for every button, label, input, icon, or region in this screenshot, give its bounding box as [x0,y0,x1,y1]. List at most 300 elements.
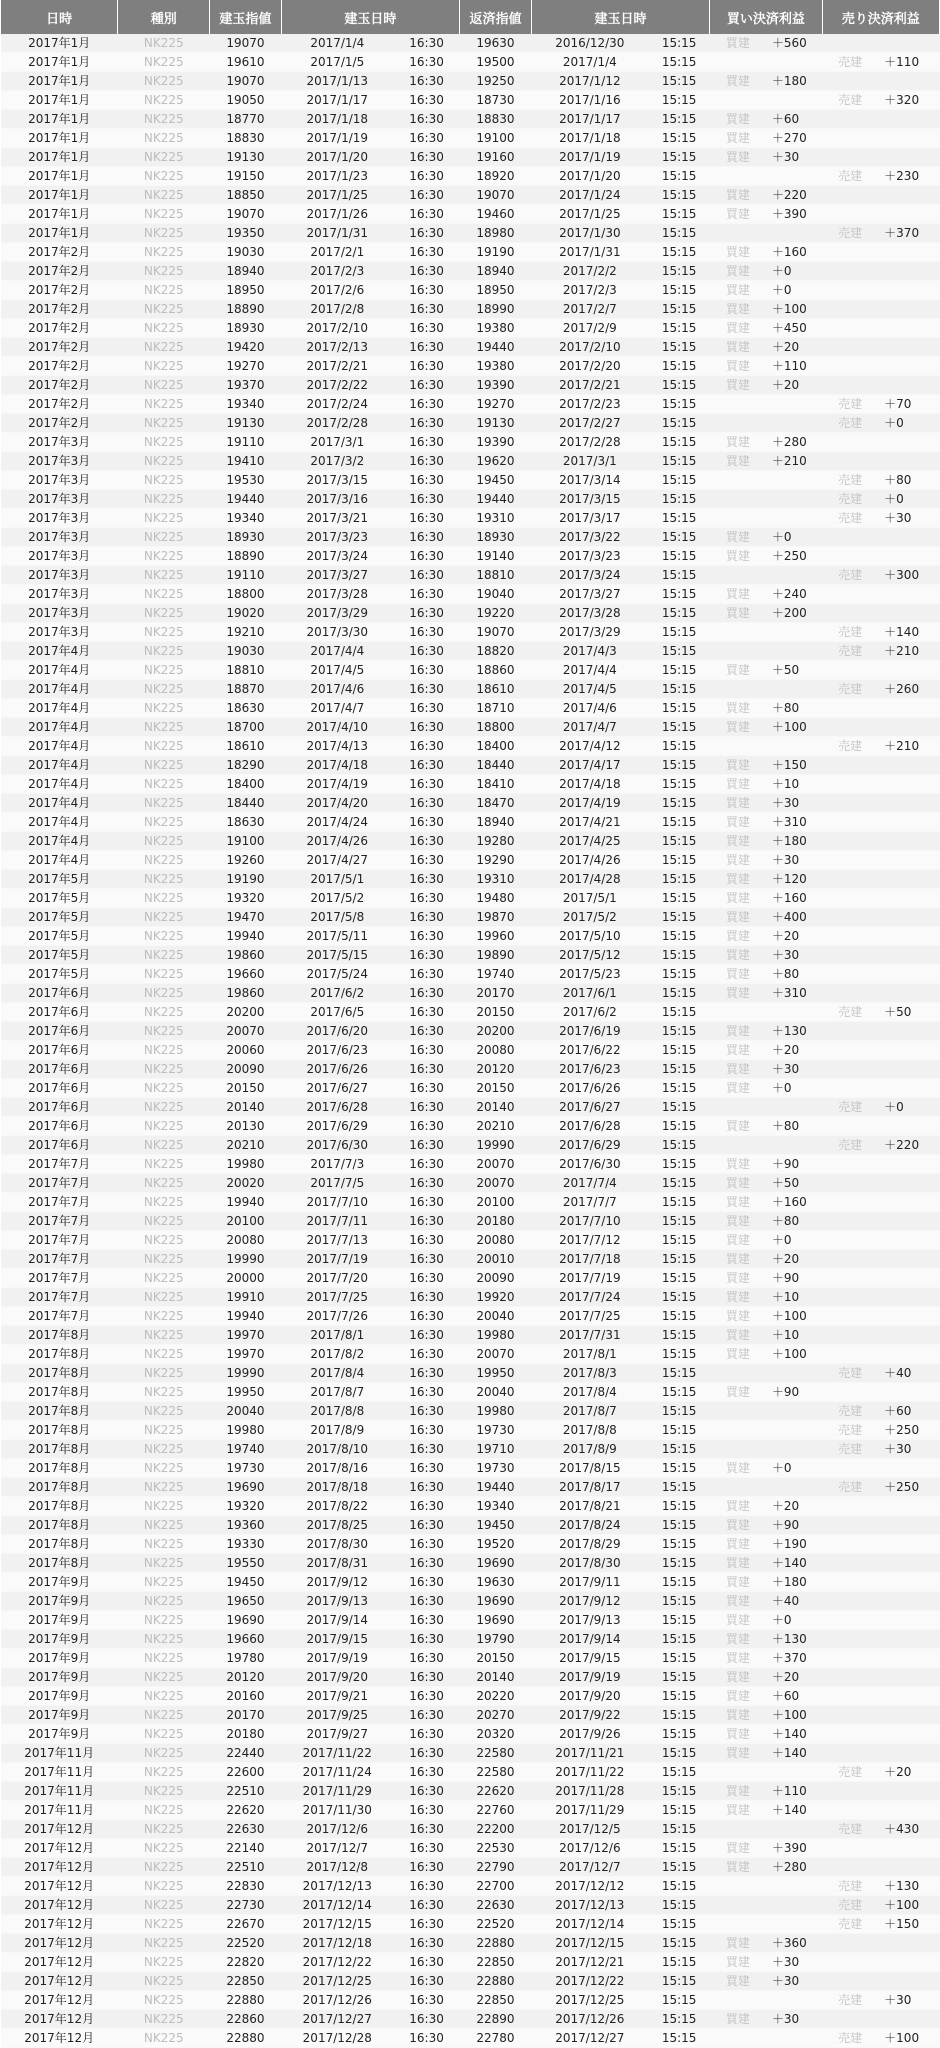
row-kind: NK225 [118,1003,210,1022]
row-entry-date: 2017/4/19 [281,775,393,794]
row-sell-label [822,756,878,775]
row-exit-price: 20320 [460,1725,531,1744]
row-entry-price: 19210 [210,623,281,642]
row-sell-label: 売建 [822,91,878,110]
row-buy-profit [766,1098,822,1117]
row-entry-time: 16:30 [393,1060,459,1079]
row-buy-profit: ＋220 [766,186,822,205]
row-exit-price: 20180 [460,1212,531,1231]
row-sell-label [822,1972,878,1991]
table-row [1,414,940,433]
row-exit-price: 19130 [460,414,531,433]
row-exit-price: 20150 [460,1649,531,1668]
row-exit-date: 2017/8/3 [531,1364,648,1383]
row-entry-date: 2017/4/20 [281,794,393,813]
row-buy-label [710,737,766,756]
row-exit-date: 2017/11/28 [531,1782,648,1801]
row-buy-label: 買建 [710,1022,766,1041]
table-row [1,91,940,110]
row-buy-label [710,490,766,509]
row-entry-time: 16:30 [393,1079,459,1098]
row-kind: NK225 [118,813,210,832]
row-kind: NK225 [118,2029,210,2048]
row-entry-date: 2017/6/2 [281,984,393,1003]
table-row [1,851,940,870]
row-sell-label: 売建 [822,1136,878,1155]
row-sell-profit: ＋220 [878,1136,939,1155]
row-date: 2017年12月 [1,1839,118,1858]
row-exit-price: 22880 [460,1972,531,1991]
row-exit-time: 15:15 [649,1307,710,1326]
row-buy-profit: ＋130 [766,1022,822,1041]
row-exit-date: 2017/2/28 [531,433,648,452]
row-entry-date: 2017/3/23 [281,528,393,547]
row-entry-price: 19070 [210,34,281,53]
row-kind: NK225 [118,1060,210,1079]
row-exit-time: 15:15 [649,1744,710,1763]
row-sell-profit [878,1934,939,1953]
row-exit-time: 15:15 [649,984,710,1003]
row-entry-time: 16:30 [393,851,459,870]
row-exit-time: 15:15 [649,1440,710,1459]
header-date: 日時 [1,0,118,34]
row-sell-label [822,1554,878,1573]
row-buy-label: 買建 [710,1782,766,1801]
row-sell-profit [878,1858,939,1877]
row-buy-profit [766,1136,822,1155]
row-buy-label: 買建 [710,1269,766,1288]
row-entry-price: 18400 [210,775,281,794]
row-kind: NK225 [118,34,210,53]
row-date: 2017年7月 [1,1307,118,1326]
row-exit-time: 15:15 [649,53,710,72]
row-sell-profit [878,851,939,870]
row-exit-price: 19630 [460,1573,531,1592]
row-date: 2017年7月 [1,1250,118,1269]
row-sell-profit [878,34,939,53]
table-row [1,1592,940,1611]
row-sell-label [822,1668,878,1687]
row-exit-date: 2017/8/15 [531,1459,648,1478]
table-row [1,984,940,1003]
row-buy-profit: ＋60 [766,110,822,129]
row-date: 2017年3月 [1,623,118,642]
row-kind: NK225 [118,1022,210,1041]
row-exit-date: 2017/7/31 [531,1326,648,1345]
row-sell-label [822,699,878,718]
row-sell-profit [878,452,939,471]
row-entry-date: 2017/12/15 [281,1915,393,1934]
row-buy-profit: ＋180 [766,832,822,851]
row-exit-price: 20040 [460,1307,531,1326]
row-buy-label: 買建 [710,1155,766,1174]
row-exit-date: 2017/2/2 [531,262,648,281]
table-row [1,699,940,718]
row-buy-label: 買建 [710,1174,766,1193]
row-sell-label [822,775,878,794]
row-exit-time: 15:15 [649,2010,710,2029]
row-exit-date: 2017/8/24 [531,1516,648,1535]
row-entry-date: 2017/3/24 [281,547,393,566]
row-kind: NK225 [118,965,210,984]
table-row [1,395,940,414]
row-entry-time: 16:30 [393,433,459,452]
row-exit-time: 15:15 [649,490,710,509]
row-exit-price: 18940 [460,813,531,832]
row-entry-price: 22510 [210,1782,281,1801]
row-kind: NK225 [118,1326,210,1345]
row-sell-label [822,794,878,813]
row-buy-label: 買建 [710,110,766,129]
row-kind: NK225 [118,1516,210,1535]
row-kind: NK225 [118,547,210,566]
row-kind: NK225 [118,832,210,851]
table-row [1,889,940,908]
row-exit-time: 15:15 [649,661,710,680]
table-row [1,338,940,357]
row-entry-time: 16:30 [393,1953,459,1972]
row-entry-time: 16:30 [393,832,459,851]
row-buy-label [710,224,766,243]
row-sell-label: 売建 [822,1820,878,1839]
row-sell-profit [878,661,939,680]
row-exit-time: 15:15 [649,1459,710,1478]
row-exit-date: 2016/12/30 [531,34,648,53]
row-date: 2017年1月 [1,72,118,91]
row-exit-date: 2017/11/22 [531,1763,648,1782]
row-buy-label: 買建 [710,1345,766,1364]
row-entry-time: 16:30 [393,1535,459,1554]
row-sell-profit [878,585,939,604]
row-buy-profit [766,1820,822,1839]
row-date: 2017年9月 [1,1592,118,1611]
row-exit-time: 15:15 [649,1421,710,1440]
row-entry-time: 16:30 [393,300,459,319]
row-kind: NK225 [118,167,210,186]
table-row [1,1003,940,1022]
row-sell-label [822,376,878,395]
row-date: 2017年9月 [1,1725,118,1744]
row-buy-label: 買建 [710,832,766,851]
row-sell-label [822,1269,878,1288]
row-exit-date: 2017/12/6 [531,1839,648,1858]
table-row [1,870,940,889]
row-entry-price: 18800 [210,585,281,604]
row-exit-date: 2017/4/4 [531,661,648,680]
row-entry-time: 16:30 [393,1687,459,1706]
row-buy-label: 買建 [710,547,766,566]
row-buy-profit: ＋10 [766,1326,822,1345]
row-buy-label [710,1098,766,1117]
row-kind: NK225 [118,357,210,376]
row-buy-label: 買建 [710,1953,766,1972]
row-exit-date: 2017/4/5 [531,680,648,699]
row-entry-price: 19440 [210,490,281,509]
row-exit-date: 2017/3/22 [531,528,648,547]
row-buy-profit: ＋80 [766,699,822,718]
row-exit-time: 15:15 [649,1535,710,1554]
row-entry-time: 16:30 [393,1478,459,1497]
row-exit-price: 22580 [460,1763,531,1782]
row-buy-profit: ＋140 [766,1554,822,1573]
table-row [1,53,940,72]
row-date: 2017年3月 [1,528,118,547]
row-buy-label [710,1877,766,1896]
row-entry-date: 2017/8/9 [281,1421,393,1440]
table-row [1,1820,940,1839]
row-buy-label: 買建 [710,604,766,623]
row-exit-price: 19990 [460,1136,531,1155]
row-entry-time: 16:30 [393,1782,459,1801]
row-exit-date: 2017/9/12 [531,1592,648,1611]
row-exit-date: 2017/2/7 [531,300,648,319]
row-exit-price: 19950 [460,1364,531,1383]
row-buy-profit [766,53,822,72]
row-buy-label: 買建 [710,1858,766,1877]
row-entry-price: 19450 [210,1573,281,1592]
row-sell-profit: ＋30 [878,1440,939,1459]
row-buy-label: 買建 [710,1459,766,1478]
row-entry-price: 19410 [210,452,281,471]
row-sell-label [822,1307,878,1326]
row-exit-price: 19070 [460,623,531,642]
table-row [1,1307,940,1326]
row-date: 2017年7月 [1,1193,118,1212]
row-sell-label: 売建 [822,1003,878,1022]
row-kind: NK225 [118,1193,210,1212]
row-sell-profit [878,1326,939,1345]
row-buy-label: 買建 [710,1383,766,1402]
row-buy-label: 買建 [710,813,766,832]
row-buy-label: 買建 [710,1554,766,1573]
row-sell-profit [878,1725,939,1744]
row-date: 2017年11月 [1,1744,118,1763]
row-kind: NK225 [118,91,210,110]
row-exit-time: 15:15 [649,1782,710,1801]
row-exit-price: 22850 [460,1991,531,2010]
row-buy-label: 買建 [710,1725,766,1744]
row-sell-profit [878,1554,939,1573]
row-exit-price: 19460 [460,205,531,224]
row-entry-time: 16:30 [393,1326,459,1345]
row-sell-profit [878,927,939,946]
row-buy-profit: ＋20 [766,1497,822,1516]
row-exit-date: 2017/11/29 [531,1801,648,1820]
row-buy-label [710,1896,766,1915]
row-sell-label [822,72,878,91]
row-date: 2017年12月 [1,1953,118,1972]
row-entry-date: 2017/7/25 [281,1288,393,1307]
row-buy-label: 買建 [710,1839,766,1858]
row-sell-profit: ＋110 [878,53,939,72]
row-buy-profit: ＋100 [766,1706,822,1725]
row-entry-date: 2017/5/15 [281,946,393,965]
row-buy-profit: ＋20 [766,376,822,395]
row-entry-price: 19340 [210,395,281,414]
row-kind: NK225 [118,1136,210,1155]
row-entry-time: 16:30 [393,889,459,908]
header-exit-datetime: 建玉日時 [531,0,710,34]
table-row [1,680,940,699]
row-sell-profit [878,1687,939,1706]
row-entry-date: 2017/6/30 [281,1136,393,1155]
row-exit-price: 19340 [460,1497,531,1516]
row-exit-price: 19140 [460,547,531,566]
row-entry-price: 19940 [210,927,281,946]
row-buy-profit [766,1763,822,1782]
row-buy-profit: ＋560 [766,34,822,53]
row-buy-label: 買建 [710,1326,766,1345]
row-exit-price: 20070 [460,1345,531,1364]
row-exit-date: 2017/8/7 [531,1402,648,1421]
table-row [1,167,940,186]
table-row [1,148,940,167]
row-entry-time: 16:30 [393,2029,459,2048]
row-exit-date: 2017/7/25 [531,1307,648,1326]
row-sell-profit: ＋100 [878,1896,939,1915]
row-entry-price: 19530 [210,471,281,490]
row-exit-time: 15:15 [649,1934,710,1953]
row-sell-profit [878,547,939,566]
row-exit-date: 2017/9/26 [531,1725,648,1744]
row-entry-date: 2017/8/18 [281,1478,393,1497]
row-buy-profit [766,1421,822,1440]
row-sell-profit [878,699,939,718]
row-date: 2017年1月 [1,167,118,186]
row-exit-price: 20140 [460,1098,531,1117]
row-entry-date: 2017/9/12 [281,1573,393,1592]
row-entry-time: 16:30 [393,414,459,433]
row-entry-date: 2017/5/8 [281,908,393,927]
row-exit-time: 15:15 [649,1687,710,1706]
row-buy-label: 買建 [710,319,766,338]
header-sell-profit: 売り決済利益 [822,0,939,34]
row-date: 2017年8月 [1,1440,118,1459]
row-sell-label [822,585,878,604]
row-exit-time: 15:15 [649,148,710,167]
row-sell-profit [878,1649,939,1668]
row-entry-price: 19420 [210,338,281,357]
row-entry-price: 19110 [210,566,281,585]
row-exit-date: 2017/3/28 [531,604,648,623]
table-row [1,1744,940,1763]
row-sell-label: 売建 [822,509,878,528]
row-sell-label [822,965,878,984]
row-buy-profit: ＋370 [766,1649,822,1668]
row-exit-date: 2017/6/27 [531,1098,648,1117]
row-entry-date: 2017/4/26 [281,832,393,851]
row-buy-profit: ＋280 [766,1858,822,1877]
row-kind: NK225 [118,1345,210,1364]
row-entry-date: 2017/2/24 [281,395,393,414]
row-buy-label: 買建 [710,1649,766,1668]
row-entry-date: 2017/7/5 [281,1174,393,1193]
row-entry-time: 16:30 [393,699,459,718]
table-row [1,1687,940,1706]
row-date: 2017年12月 [1,1820,118,1839]
row-exit-price: 19270 [460,395,531,414]
row-kind: NK225 [118,376,210,395]
row-entry-time: 16:30 [393,566,459,585]
row-entry-time: 16:30 [393,262,459,281]
row-buy-profit: ＋0 [766,528,822,547]
row-exit-date: 2017/9/19 [531,1668,648,1687]
row-date: 2017年12月 [1,2029,118,2048]
row-buy-label [710,53,766,72]
row-kind: NK225 [118,1934,210,1953]
row-buy-label [710,1136,766,1155]
row-exit-time: 15:15 [649,186,710,205]
row-sell-profit [878,528,939,547]
row-sell-label [822,186,878,205]
row-buy-profit [766,509,822,528]
row-buy-profit: ＋30 [766,1060,822,1079]
row-entry-price: 18610 [210,737,281,756]
row-buy-profit: ＋160 [766,1193,822,1212]
row-entry-time: 16:30 [393,1820,459,1839]
row-entry-time: 16:30 [393,1098,459,1117]
row-sell-profit [878,262,939,281]
row-buy-label: 買建 [710,34,766,53]
row-entry-date: 2017/9/14 [281,1611,393,1630]
row-buy-label [710,414,766,433]
row-entry-time: 16:30 [393,965,459,984]
row-entry-time: 16:30 [393,110,459,129]
table-row [1,1288,940,1307]
row-buy-profit: ＋190 [766,1535,822,1554]
row-buy-profit: ＋140 [766,1801,822,1820]
row-exit-date: 2017/5/2 [531,908,648,927]
row-entry-price: 20100 [210,1212,281,1231]
row-exit-price: 20090 [460,1269,531,1288]
row-kind: NK225 [118,1896,210,1915]
row-entry-price: 22620 [210,1801,281,1820]
row-entry-time: 16:30 [393,661,459,680]
row-date: 2017年11月 [1,1801,118,1820]
row-kind: NK225 [118,1402,210,1421]
row-buy-profit: ＋80 [766,965,822,984]
row-kind: NK225 [118,148,210,167]
row-entry-date: 2017/6/27 [281,1079,393,1098]
row-entry-date: 2017/9/20 [281,1668,393,1687]
row-sell-label: 売建 [822,395,878,414]
row-buy-profit: ＋0 [766,1231,822,1250]
row-date: 2017年8月 [1,1326,118,1345]
row-entry-price: 22730 [210,1896,281,1915]
row-kind: NK225 [118,1953,210,1972]
row-buy-label: 買建 [710,1801,766,1820]
row-exit-date: 2017/6/30 [531,1155,648,1174]
row-entry-time: 16:30 [393,509,459,528]
row-sell-label [822,1155,878,1174]
row-exit-date: 2017/2/9 [531,319,648,338]
row-entry-price: 19980 [210,1421,281,1440]
table-row [1,357,940,376]
row-entry-time: 16:30 [393,1592,459,1611]
row-entry-price: 19690 [210,1478,281,1497]
row-exit-price: 19730 [460,1421,531,1440]
row-buy-profit: ＋150 [766,756,822,775]
table-row [1,72,940,91]
row-exit-date: 2017/4/26 [531,851,648,870]
row-exit-price: 20220 [460,1687,531,1706]
row-sell-label [822,205,878,224]
row-entry-time: 16:30 [393,1402,459,1421]
row-exit-time: 15:15 [649,1877,710,1896]
row-exit-time: 15:15 [649,1497,710,1516]
row-entry-time: 16:30 [393,1041,459,1060]
row-date: 2017年7月 [1,1269,118,1288]
